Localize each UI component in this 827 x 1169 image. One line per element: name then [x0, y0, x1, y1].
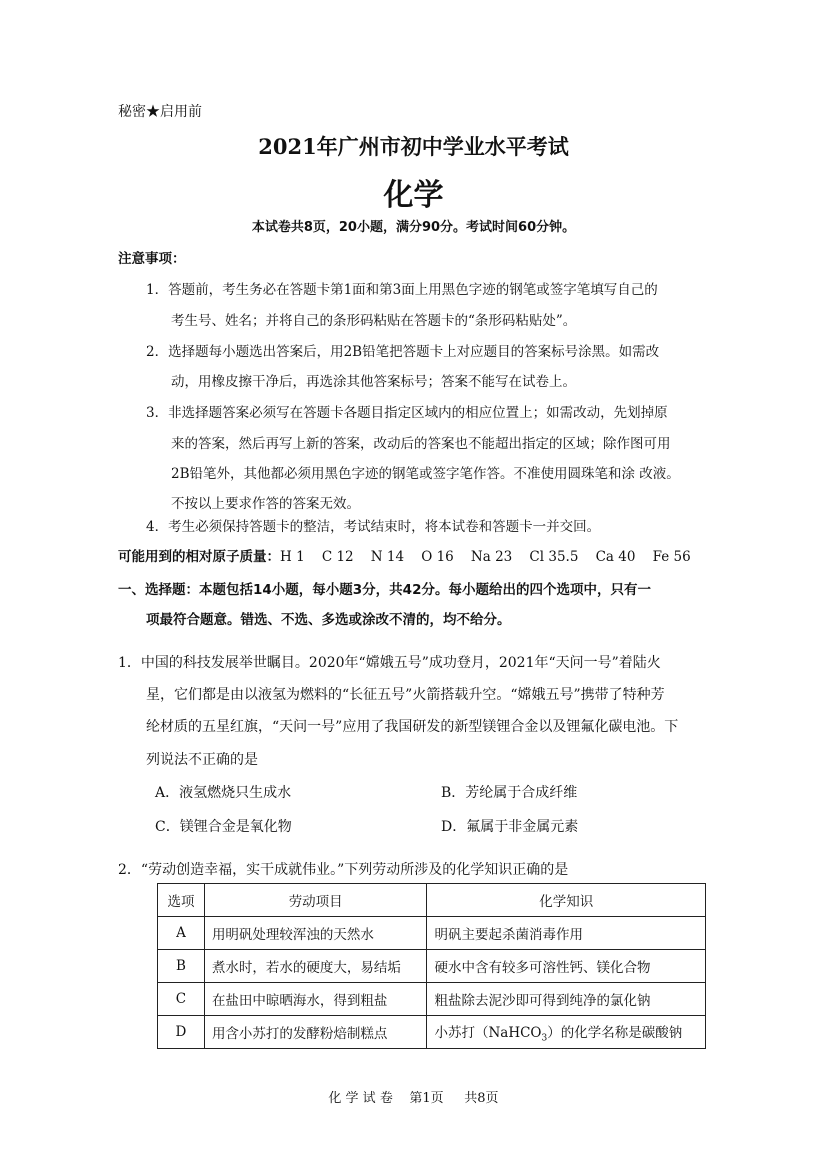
atomic-masses [118, 545, 691, 565]
row-knowledge: 硬水中含有较多可溶性钙、镁化合物 [427, 950, 706, 983]
subject-title: 化学 [383, 178, 444, 213]
row-option: A [158, 917, 205, 950]
notice-item-1-line-1: 1．答题前，考生务必在答题卡第1面和第3面上用黑色字迹的钢笔或签字笔填写自己的 [146, 282, 658, 298]
notice-item-3-line-4: 不按以上要求作答的答案无效。 [171, 496, 360, 512]
table-row [158, 1016, 706, 1049]
atomic-masses-values: H 1 C 12 N 14 O 16 Na 23 Cl 35.5 Ca 40 Fe 56 [280, 549, 691, 565]
notice-heading: 注意事项： [118, 251, 186, 267]
table-row [158, 950, 706, 983]
notice-item-2-line-2: 动，用橡皮擦干净后，再选涂其他答案标号；答案不能写在试卷上。 [171, 374, 576, 390]
notice-item-3-line-3: 2B铅笔外，其他都必须用黑色字迹的钢笔或签字笔作答。不准使用圆珠笔和涂 改液。 [171, 466, 680, 482]
exam-title: 2021年广州市初中学业水平考试 [258, 134, 569, 159]
row-option: B [158, 950, 205, 983]
q2-table [157, 883, 706, 1049]
q1-line-2: 星，它们都是由以液氢为燃料的“长征五号”火箭搭载升空。“嫦娥五号”携带了特种芳 [146, 687, 665, 703]
knowledge-post: ）的化学名称是碳酸钠 [547, 1024, 683, 1041]
q1-line-4: 列说法不正确的是 [146, 752, 258, 768]
notice-item-1-line-2: 考生号、姓名；并将自己的条形码粘贴在答题卡的“条形码粘贴处”。 [171, 313, 577, 329]
row-knowledge: 粗盐除去泥沙即可得到纯净的氯化钠 [427, 983, 706, 1016]
notice-item-3-line-1: 3．非选择题答案必须写在答题卡各题目指定区域内的相应位置上；如需改动，先划掉原 [146, 405, 668, 421]
notice-item-3-line-2: 来的答案，然后再写上新的答案，改动后的答案也不能超出指定的区域；除作图可用 [171, 436, 671, 452]
secret-label: 秘密★启用前 [118, 104, 202, 120]
row-option: D [158, 1016, 205, 1049]
q1-option-d[interactable]: D．氟属于非金属元素 [441, 819, 579, 835]
section1-line-2: 项最符合题意。错选、不选、多选或涂改不清的，均不给分。 [146, 612, 511, 628]
table-row [158, 983, 706, 1016]
row-task: 煮水时，若水的硬度大，易结垢 [204, 950, 427, 983]
section1-line-1: 一、选择题：本题包括14小题，每小题3分，共42分。每小题给出的四个选项中，只有一 [118, 582, 651, 598]
table-header-row [158, 884, 706, 917]
notice-item-2-line-1: 2．选择题每小题选出答案后，用2B铅笔把答题卡上对应题目的答案标号涂黑。如需改 [146, 344, 660, 360]
knowledge-pre: 小苏打（NaHCO [434, 1024, 542, 1041]
row-knowledge: 明矾主要起杀菌消毒作用 [427, 917, 706, 950]
q1-option-a[interactable]: A．液氢燃烧只生成水 [155, 785, 292, 801]
paper-info: 本试卷共8页，20小题，满分90分。考试时间60分钟。 [251, 220, 576, 235]
q1-option-b[interactable]: B．芳纶属于合成纤维 [441, 785, 578, 801]
row-knowledge [427, 1016, 706, 1049]
page-footer: 化 学 试 卷 第1页 共8页 [328, 1091, 499, 1106]
q1-line-3: 纶材质的五星红旗，“天问一号”应用了我国研发的新型镁锂合金以及锂氟化碳电池。下 [146, 719, 679, 735]
table-header-knowledge: 化学知识 [427, 884, 706, 917]
q1-option-c[interactable]: C．镁锂合金是氧化物 [155, 819, 292, 835]
q1-line-1: 1．中国的科技发展举世瞩目。2020年“嫦娥五号”成功登月，2021年“天问一号”着陆火 [118, 655, 661, 671]
row-option: C [158, 983, 205, 1016]
table-header-task: 劳动项目 [204, 884, 427, 917]
q2-stem: 2．“劳动创造幸福，实干成就伟业。”下列劳动所涉及的化学知识正确的是 [118, 862, 569, 878]
notice-item-4-line-1: 4．考生必须保持答题卡的整洁，考试结束时，将本试卷和答题卡一并交回。 [146, 519, 601, 535]
table-row [158, 917, 706, 950]
row-task: 用明矾处理较浑浊的天然水 [204, 917, 427, 950]
row-task: 用含小苏打的发酵粉焙制糕点 [204, 1016, 427, 1049]
row-task: 在盐田中晾晒海水，得到粗盐 [204, 983, 427, 1016]
table-header-option: 选项 [158, 884, 205, 917]
atomic-masses-label: 可能用到的相对原子质量： [118, 549, 280, 565]
knowledge-subscript: 3 [541, 1033, 548, 1044]
